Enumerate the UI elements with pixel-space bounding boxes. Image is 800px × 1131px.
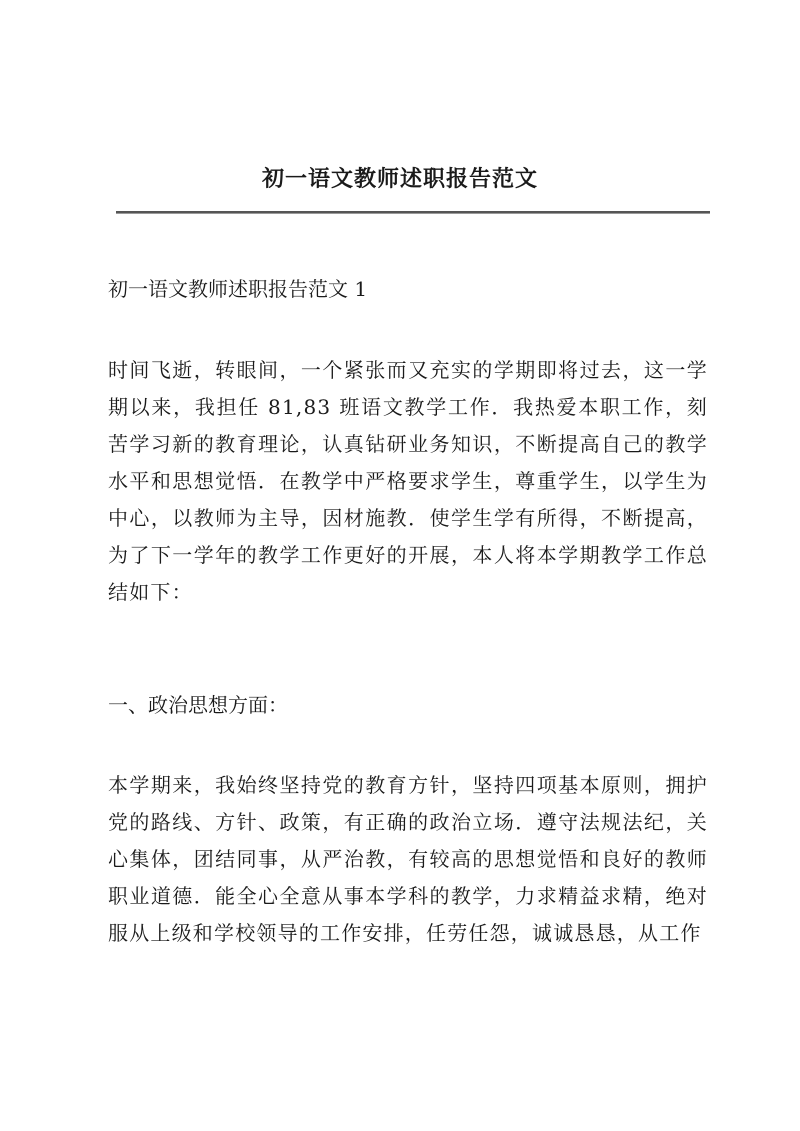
title-divider [116, 211, 710, 214]
page-title: 初一语文教师述职报告范文 [261, 166, 538, 192]
politics-paragraph: 本学期来，我始终坚持党的教育方针，坚持四项基本原则，拥护党的路线、方针、政策，有正确的政治立场．遵守法规法纪，关心集体，团结同事，从严治教，有较高的思想觉悟和良好的教师职业道德．能全心全意从事本学科的教学，力求精益求精，绝对服从上级和学校领导的工作安排，任劳任怨，诚诚恳恳，从工作 [108, 773, 708, 945]
section-subheading: 初一语文教师述职报告范文 1 [108, 277, 368, 301]
intro-paragraph: 时间飞逝，转眼间，一个紧张而又充实的学期即将过去，这一学期以来，我担任 81,83 班语文教学工作．我热爱本职工作，刻苦学习新的教育理论，认真钻研业务知识，不断提高自己的教学水平和思想觉悟．在教学中严格要求学生，尊重学生，以学生为中心，以教师为主导，因材施教．使学生学有所得，不断提高，为了下一学年的教学工作更好的开展，本人将本学期教学工作总结如下： [108, 358, 708, 604]
section-heading-politics: 一、政治思想方面： [108, 693, 288, 717]
